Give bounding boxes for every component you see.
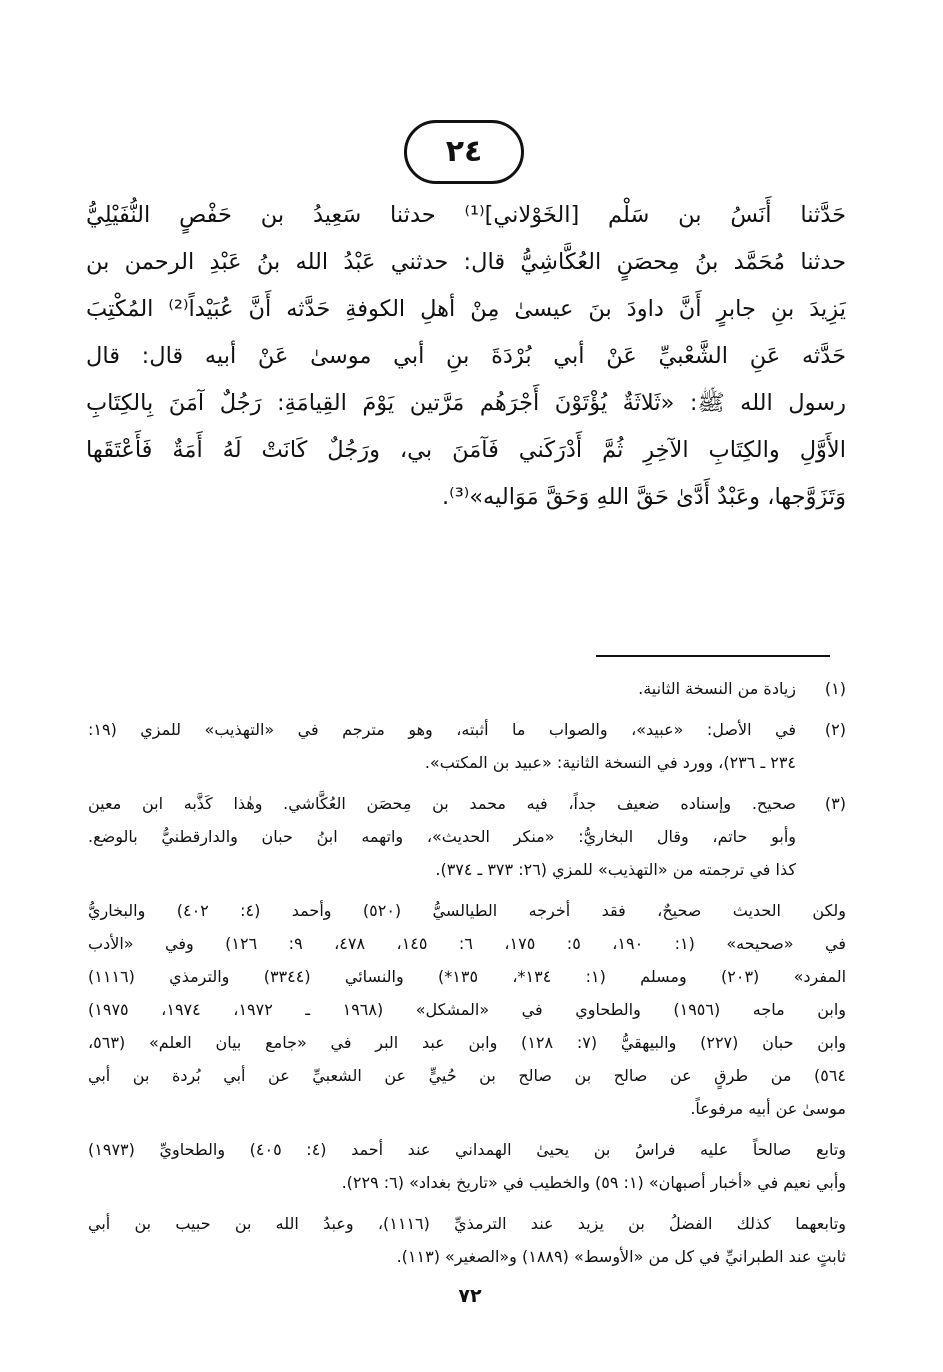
footnote-2 [88, 713, 846, 779]
footnote-line: موسىٰ عن أبيه مرفوعاً. [690, 1099, 846, 1118]
footnote-line: ٥٦٤) من طرقٍ عن صالح بن صالح بن حُييٍّ عن الشعبيِّ عن أبي بُردة بن أبي [88, 1066, 846, 1085]
footnote-paragraph [88, 787, 796, 886]
footnote-line: وأبو حاتم، وقال البخاريُّ: «منكر الحديث»، واتهمه ابنُ حبان والدارقطنيُّ بالوضع. [88, 827, 796, 846]
footnote-line: وأبي نعيم في «أخبار أصبهان» (١: ٥٩) والخطيب في «تاريخ بغداد» (٦: ٢٢٩). [341, 1173, 846, 1192]
page-number: ٧٢ [458, 1285, 482, 1307]
footnote-paragraph [88, 1207, 846, 1273]
footnote-line: صحيح. وإسناده ضعيف جداً، فيه محمد بن مِحصَن العُكَّاشي. وهٰذا كَذَّبه ابن معين [88, 794, 796, 813]
footnote-line: وابن ماجه (١٩٥٦) والطحاوي في «المشكل» (١٩٦٨ ـ ١٩٧٢، ١٩٧٤، ١٩٧٥) [88, 1000, 846, 1019]
footnote-line: زيادة من النسخة الثانية. [638, 679, 796, 698]
footnote-line: وابن حبان (٢٢٧) والبيهقيُّ (٧: ١٢٨) وابن عبد البر في «جامع بيان العلم» (٥٦٣، [88, 1033, 846, 1052]
hadith-number: ٢٤ [445, 134, 483, 169]
footnote-number: (٣) [824, 794, 846, 813]
hadith-text-line: حَدَّثه عَنِ الشَّعْبيِّ عَنْ أبي بُرْدَةَ بنِ أبي موسىٰ عَنْ أبيه قال: قال [86, 343, 846, 369]
footnote-line: ولكن الحديث صحيحٌ، فقد أخرجه الطيالسيُّ (٥٢٠) وأحمد (٤: ٤٠٢) والبخاريُّ [88, 901, 846, 920]
footnote-line: ثابتٍ عند الطبرانيِّ في كل من «الأوسط» (١٨٨٩) و«الصغير» (١١٣). [396, 1247, 846, 1266]
footnote-line: في «صحيحه» (١: ١٩٠، ٥: ١٧٥، ٦: ١٤٥، ٤٧٨، ٩: ١٢٦) وفي «الأدب [88, 934, 846, 953]
footnote-line: في الأصل: «عبيد»، والصواب ما أثبته، وهو مترجم في «التهذيب» للمزي (١٩: [88, 720, 796, 739]
hadith-text-line: حَدَّثنا أَنَسُ بن سَلْم [الخَوْلاني]⁽¹⁾ حدثنا سَعِيدُ بن حَفْصٍ النُّفَيْلِيُّ [86, 202, 846, 228]
hadith-text-line: وَتَزَوَّجها، وعَبْدٌ أَدَّىٰ حَقَّ اللهِ وَحَقَّ مَوَاليه»⁽³⁾. [442, 484, 846, 510]
footnote-body [88, 672, 796, 705]
footnote-number: (١) [824, 679, 846, 698]
footnote-paragraph [88, 894, 846, 1125]
hadith-text-line: الأَوَّلِ والكِتَابِ الآخِرِ ثُمَّ أَدْرَكَني فَآمَنَ بي، ورَجُلٌ كَانَتْ لَهُ أَمَةٌ فَأَعْتَقَها [86, 437, 846, 463]
footnotes [88, 672, 846, 1281]
hadith-text-line: رسول الله ﷺ: «ثَلاثَةٌ يُؤْتَوْنَ أَجْرَهُم مَرَّتين يَوْمَ القِيامَةِ: رَجُلٌ آمَنَ بِالكِتَابِ [86, 390, 846, 416]
footnote-3 [88, 787, 846, 1273]
footnote-line: كذا في ترجمته من «التهذيب» للمزي (٢٦: ٣٧٣ ـ ٣٧٤). [435, 860, 796, 879]
footnote-number: (٢) [824, 720, 846, 739]
footnote-1 [88, 672, 846, 705]
hadith-text-line: حدثنا مُحَمَّد بنُ مِحصَنٍ العُكَّاشِيُّ قال: حدثني عَبْدُ الله بنُ عَبْدِ الرحمن بن [86, 249, 846, 275]
footnote-paragraph [88, 1133, 846, 1199]
footnote-line: ٢٣٤ ـ ٢٣٦)، وورد في النسخة الثانية: «عبيد بن المكتب». [424, 753, 796, 772]
footnote-body [88, 787, 846, 1273]
footnote-line: المفرد» (٢٠٣) ومسلم (١: ١٣٤*، ١٣٥*) والنسائي (٣٣٤٤) والترمذي (١١١٦) [88, 967, 846, 986]
hadith-text-line: يَزِيدَ بنِ جابرٍ أَنَّ داودَ بنَ عيسىٰ مِنْ أهلِ الكوفةِ حَدَّثه أَنَّ عُبَيْداً⁽²⁾ المُكْتِبَ [86, 296, 846, 322]
footnote-body [88, 713, 796, 779]
hadith-text [86, 192, 846, 521]
footnote-line: وتابع صالحاً عليه فراسُ بن يحيىٰ الهمداني عند أحمد (٤: ٤٠٥) والطحاويِّ (١٩٧٣) [88, 1140, 846, 1159]
footnote-line: وتابعهما كذلك الفضلُ بن يزيد عند الترمذيِّ (١١١٦)، وعبدُ الله بن حبيب بن أبي [88, 1214, 846, 1233]
hadith-number-frame [404, 120, 524, 184]
footnote-divider [596, 655, 830, 657]
